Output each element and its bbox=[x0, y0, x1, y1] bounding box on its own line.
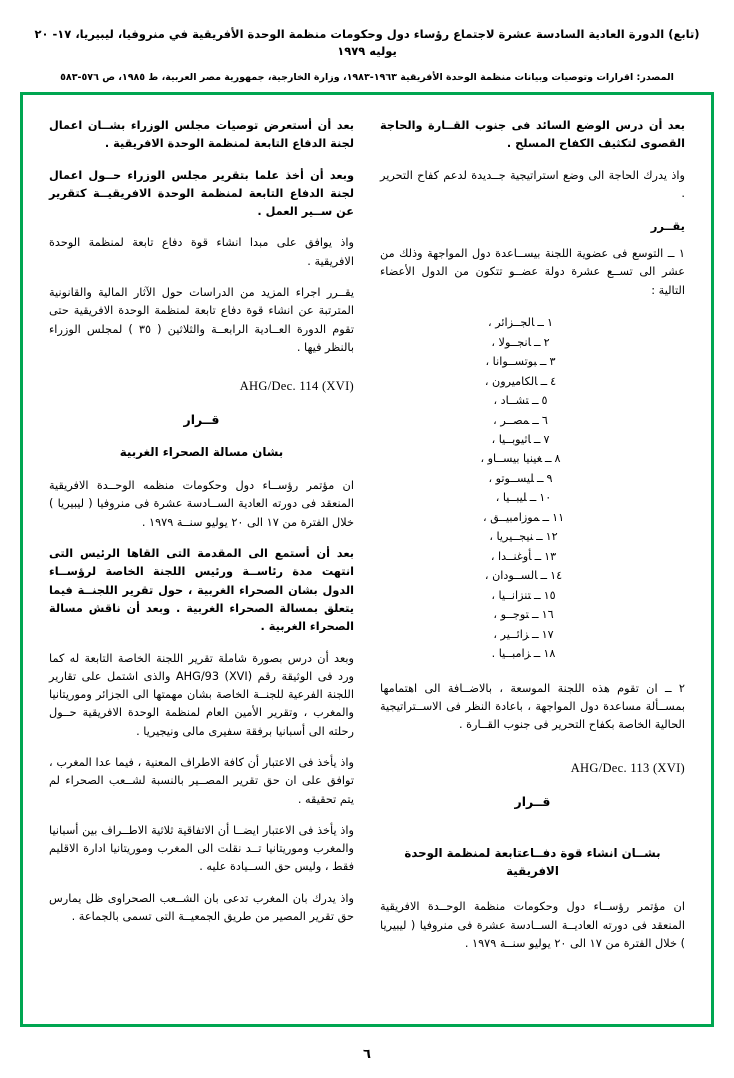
list-item: ١٥ــتنزانــيا ، bbox=[380, 586, 685, 605]
list-item: ٥ــتشــاد ، bbox=[380, 391, 685, 410]
item-label: ليبــيا ، bbox=[495, 491, 527, 505]
item-number: ٦ bbox=[541, 413, 548, 427]
item-label: انجــولا ، bbox=[491, 335, 532, 349]
item-label: زائــير ، bbox=[493, 627, 530, 641]
item-label: الجــزائر ، bbox=[488, 316, 535, 330]
header-title: (تابع) الدورة العادية السادسة عشرة لاجتماع رؤساء دول وحكومات منظمة الوحدة الأفريقية في منروفيا، ليبيريا، ١٧- ٢٠ يوليه ١٩٧٩ bbox=[34, 27, 700, 59]
item-number: ٩ bbox=[546, 471, 553, 485]
header-source: المصدر: اقرارات وتوصيات وبيانات منظمة الوحدة الأفريقية ١٩٦٣-١٩٨٣، وزارة الخارجية، جمهورية مصر العربية، ط ١٩٨٥، ص ٥٧٦-٥٨٣ bbox=[60, 71, 674, 83]
list-item: ٦ــمصــر ، bbox=[380, 411, 685, 430]
paragraph bbox=[380, 167, 685, 204]
paragraph bbox=[49, 545, 354, 636]
list-item: ١٢ــنيجــيريا ، bbox=[380, 527, 685, 546]
qarar-label: قــرار bbox=[183, 412, 220, 428]
list-item: ٧ــاثيوبــيا ، bbox=[380, 430, 685, 449]
item-number: ١ bbox=[546, 316, 553, 330]
item-label: نيجــيريا ، bbox=[489, 530, 534, 544]
item-label: مصــر ، bbox=[493, 413, 530, 427]
item-text: ٢ ــ ان تقوم هذه اللجنة الموسعة ، بالاضــافة الى اهتمامها بمســألة مساعدة دول المواجهة ، باعادة النظر فى الاســتراتيجية الحالية الخاصة بكفاح التحرير فى جنوب القــارة . bbox=[380, 681, 685, 732]
item-number: ١٤ bbox=[550, 569, 563, 583]
item-label: تشــاد ، bbox=[493, 394, 529, 408]
list-item: ١٨ــزامبــيا . bbox=[380, 644, 685, 663]
paragraph bbox=[49, 167, 354, 222]
paragraph bbox=[49, 890, 354, 927]
item-label: بوتســوانا ، bbox=[485, 355, 537, 369]
resolution-item-1 bbox=[380, 245, 685, 300]
list-item: ١ــالجــزائر ، bbox=[380, 313, 685, 332]
decides-label: يقــرر bbox=[650, 219, 685, 234]
paragraph bbox=[49, 822, 354, 877]
item-label: اثيوبــيا ، bbox=[491, 432, 531, 446]
decision-code: AHG/Dec. 113 (XVI) bbox=[570, 760, 685, 775]
paragraph-text: واذ يوافق على مبدا انشاء قوة دفاع تابعة لمنظمة الوحدة الافريقية . bbox=[49, 236, 354, 268]
list-item: ٢ــانجــولا ، bbox=[380, 333, 685, 352]
list-item: ١٤ــالســودان ، bbox=[380, 566, 685, 585]
item-label: زامبــيا . bbox=[491, 647, 531, 661]
item-number: ١٣ bbox=[544, 549, 557, 563]
paragraph-text: بعد أن أستعرض توصيات مجلس الوزراء بشــان اعمال لجنة الدفاع التابعة لمنظمة الوحدة الافريقية . bbox=[49, 119, 354, 151]
paragraph bbox=[49, 117, 354, 154]
item-number: ١١ bbox=[552, 510, 565, 524]
qarar-label: قــرار bbox=[514, 793, 551, 809]
paragraph-text: بعد أن أستمع الى المقدمة التى القاها الرئيس التى انتهت مدة رئاســة ورئيس اللجنة الخاصة لرؤســاء الدول بشان الصحراء الغربية ، حول تقرير اللجنــة فيما يتعلق بمسالة الصحراء الغربية . وبعد أن ناقش مسالة الصحراء الغربية . bbox=[49, 547, 354, 634]
item-number: ١٠ bbox=[539, 491, 552, 505]
item-number: ٤ bbox=[550, 374, 557, 388]
item-number: ١٧ bbox=[541, 627, 554, 641]
paragraph-text: بعد أن درس الوضع السائد فى جنوب القــارة والحاجة القصوى لتكثيف الكفاح المسلح . bbox=[380, 119, 685, 151]
resolution-subject: بشان مسالة الصحراء الغربية bbox=[119, 445, 284, 460]
item-number: ٣ bbox=[549, 355, 556, 369]
item-text: ١ ــ التوسع فى عضوية اللجنة بيســاعدة دول المواجهة وذلك من عشر الى تســع عشرة دولة عضــو تتكون من الدول الأعضاء التالية : bbox=[380, 247, 685, 297]
list-item: ١٧ــزائــير ، bbox=[380, 625, 685, 644]
two-column-body bbox=[23, 95, 711, 1024]
decision-code: AHG/Dec. 114 (XVI) bbox=[239, 379, 354, 394]
item-label: ليســوتو ، bbox=[488, 471, 534, 485]
list-item: ١٦ــتوجــو ، bbox=[380, 605, 685, 624]
green-border-frame bbox=[20, 92, 714, 1027]
item-number: ١٦ bbox=[541, 608, 554, 622]
list-item: ١٠ــليبــيا ، bbox=[380, 488, 685, 507]
item-label: الكاميرون ، bbox=[484, 374, 538, 388]
paragraph bbox=[49, 477, 354, 532]
list-item: ٤ــالكاميرون ، bbox=[380, 372, 685, 391]
item-label: غينيا بيســاو ، bbox=[480, 452, 542, 466]
paragraph-text: يقــرر اجراء المزيد من الدراسات حول الآثار المالية والقانونية المترتبة عن انشاء قوة دفاع تابعة لمنظمة الوحدة الافريقية حتى تقوم الدورة العــادية الرابعــة والثلاثين ( ٣٥ ) لمجلس الوزراء بالنظر فيها . bbox=[49, 286, 354, 354]
paragraph-text: واذ يدرك بان المغرب تدعى بان الشــعب الصحراوى ظل يمارس حق تقرير المصير من طريق الجمعيــة التى تسمى بالجماعة . bbox=[49, 891, 354, 924]
item-number: ٧ bbox=[543, 432, 550, 446]
list-item: ٨ــغينيا بيســاو ، bbox=[380, 449, 685, 468]
resolution-heading-block bbox=[49, 412, 354, 462]
resolution-subject: بشــان انشاء قوة دفــاعتابعة لمنظمة الوحدة الافريقية bbox=[404, 845, 661, 879]
paragraph bbox=[380, 898, 685, 953]
paragraph bbox=[49, 754, 354, 809]
item-number: ٨ bbox=[554, 452, 561, 466]
paragraph-text: ان مؤتمر رؤســاء دول وحكومات منظمه الوحــدة الافريقية المنعقد فى دورته العادية الســادسة عشرة فى منروفيا ( ليبيريا ) خلال الفترة من ١٧ الى ٢٠ يوليو سنــة ١٩٧٩ . bbox=[49, 479, 354, 529]
paragraph-text: واذ يأخذ فى الاعتبار أن كافة الاطراف المعنية ، فيما عدا المغرب ، توافق على ان حق تقرير المصــير بالنسبة لشــعب الصحراء لم يتم تحقيقه . bbox=[49, 756, 354, 806]
item-number: ٢ bbox=[543, 335, 550, 349]
item-label: تنزانــيا ، bbox=[491, 588, 532, 602]
paragraph-text: واذ يدرك الحاجة الى وضع استراتيجية جــديدة لدعم كفاح التحرير . bbox=[380, 168, 685, 200]
page-number: ٦ bbox=[363, 1047, 371, 1062]
country-list bbox=[380, 313, 685, 664]
column-left bbox=[49, 117, 354, 1006]
list-item: ٣ــبوتســوانا ، bbox=[380, 352, 685, 371]
paragraph bbox=[380, 117, 685, 154]
item-label: موزامبيــق ، bbox=[482, 510, 540, 524]
page-header bbox=[0, 0, 734, 85]
column-right bbox=[380, 117, 685, 1006]
paragraph bbox=[49, 234, 354, 271]
list-item: ١٣ــأوغنــدا ، bbox=[380, 547, 685, 566]
item-number: ١٥ bbox=[543, 588, 556, 602]
item-number: ٥ bbox=[541, 394, 548, 408]
paragraph bbox=[49, 284, 354, 357]
paragraph-text: واذ يأخذ فى الاعتبار ايضــا أن الاتفاقية ثلاثية الاطــراف بين أسبانيا والمغرب وموريتانيا تــد نقلت الى المغرب وموريتانيا ادارة الاقليم فقط ، وليس حق الســيادة عليه . bbox=[49, 823, 354, 874]
list-item: ١١ــموزامبيــق ، bbox=[380, 508, 685, 527]
item-number: ١٨ bbox=[543, 647, 556, 661]
resolution-heading-block bbox=[380, 794, 685, 882]
item-number: ١٢ bbox=[545, 530, 558, 544]
resolution-item-2 bbox=[380, 680, 685, 735]
paragraph-text: وبعد أن أخذ علما بتقرير مجلس الوزراء حــول اعمال لجنة الدفاع التابعة لمنظمة الوحدة الافريقيــة كتقرير عن ســير العمل . bbox=[49, 168, 354, 219]
list-item: ٩ــليســوتو ، bbox=[380, 469, 685, 488]
item-label: الســودان ، bbox=[484, 569, 538, 583]
item-label: توجــو ، bbox=[493, 608, 529, 622]
item-label: أوغنــدا ، bbox=[490, 549, 532, 563]
paragraph-text: وبعد أن درس بصورة شاملة تقرير اللجنة الخاصة التابعة له كما ورد فى الوثيقة رقم AHG/93 (XVI) والذى اشتمل على تقارير اللجنة الفرعية للجنــة الخاصة بشان مهمتها الى الجزائر وموريتانيا والمغرب ، وتقرير الأمين العام لمنظمة الوحدة الافريقية حــول رحلته الى أسبانيا برفقة سفيرى مالى ونيجيريا . bbox=[49, 651, 354, 738]
paragraph-text: ان مؤتمر رؤســاء دول وحكومات منظمة الوحــدة الافريقية المنعقد فى دورته العاديــة الســادسة عشرة فى منروفيا ( ليبيريا ) خلال الفترة من ١٧ الى ٢٠ يوليو سنــة ١٩٧٩ . bbox=[380, 900, 685, 950]
paragraph bbox=[49, 650, 354, 741]
